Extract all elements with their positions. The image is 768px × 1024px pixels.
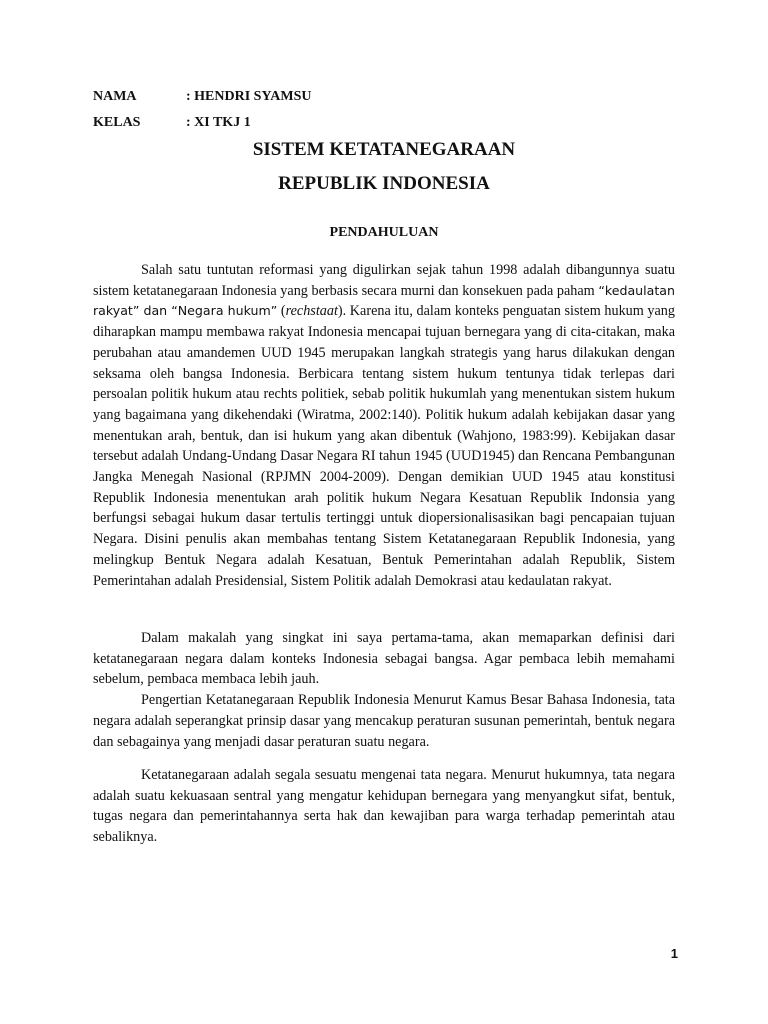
paragraph-1-text-b: ( [277,303,286,320]
class-row [93,114,251,132]
body-paragraph-2: Dalam makalah yang singkat ini saya pertama-tama, akan memaparkan definisi dari ketatanegaraan negara dalam konteks Indonesia sebagai bangsa. Agar pembaca lebih memahami sebelum, pembaca membaca lebih jauh. [93,630,675,688]
paragraph-1-text-a: Salah satu tuntutan reformasi yang digulirkan sejak tahun 1998 adalah dibangunnya suatu sistem ketatanegaraan Indonesia yang berbasis secara murni dan konsekuen pada paham [93,262,675,299]
body-paragraph-3: Pengertian Ketatanegaraan Republik Indonesia Menurut Kamus Besar Bahasa Indonesia, tata negara adalah seperangkat prinsip dasar yang mencakup peraturan susunan pemerintah, bentuk negara dan sebagainya yang menjadi dasar peraturan suatu negara. [93,692,675,750]
body-paragraph-4-text: Ketatanegaraan adalah segala sesuatu mengenai tata negara. Menurut hukumnya, tata negara adalah suatu kekuasaan sentral yang mengatur kehidupan bernegara yang menyangkut sifat, bentuk, tugas negara dan pemerintahannya serta hak dan kewajiban para warga terhadap pemerintah atau sebaliknya. [93,767,675,846]
section-heading: PENDAHULUAN [329,225,439,240]
name-label: NAMA [93,89,137,104]
quote-negara-hukum: “Negara hukum” [171,303,278,319]
page-number: 1 [670,946,678,961]
class-value: : XI TKJ 1 [186,115,251,130]
class-label: KELAS [93,115,141,130]
name-value: : HENDRI SYAMSU [186,89,312,104]
body-paragraph-1 [93,260,675,591]
paragraph-1-text-c: ). Karena itu, dalam konteks penguatan sistem hukum yang diharapkan mampu membawa rakyat Indonesia mencapai tujuan bernegara yang di cita-citakan, maka perubahan atau amandemen UUD 1945 merupakan langkah strategis yang harus dilakukan dengan seksama oleh bangsa Indonesia. Berbicara tentang sistem hukum tentunya tidak terlepas dari persoalan politik hukum atau rechts politiek, sebab politik hukumlah yang menentukan sistem hukum yang bagaimana yang dikehendaki (Wiratma, 2002:140). Politik hukum adalah kebijakan dasar yang menentukan arah, bentuk, dan isi hukum yang akan dibentuk (Wahjono, 1983:99). Kebijakan dasar tersebut adalah Undang-Undang Dasar Negara RI tahun 1945 (UUD1945) dan Rencana Pembangunan Jangka Menegah Nasional (RPJMN 2004-2009). Dengan demikian UUD 1945 atau konstitusi Republik Indonesia menentukan arah politik hukum Negara Kesatuan Republik Indonsia yang berfungsi sebagai hukum dasar tertulis tertinggi untuk diopersionalisasikan bagi pencapaian tujuan Negara. Disini penulis akan membahas tentang Sistem Ketatanegaraan Republik Indonesia, yang melingkup Bentuk Negara adalah Kesatuan, Bentuk Pemerintahan adalah Republik, Sistem Pemerintahan adalah Presidensial, Sistem Politik adalah Demokrasi atau kedaulatan rakyat. [93,303,675,589]
body-paragraph-group-2 [93,628,675,752]
name-row [93,88,312,106]
document-title-line1: SISTEM KETATANEGARAAN [252,139,516,160]
document-title-line2: REPUBLIK INDONESIA [278,173,490,194]
paragraph-1-connector: dan [139,303,172,319]
italic-term-rechstaat: rechstaat [285,303,338,320]
body-paragraph-4 [93,765,675,848]
quote-kedaulatan-rakyat: “kedaulatan rakyat” [93,282,675,319]
